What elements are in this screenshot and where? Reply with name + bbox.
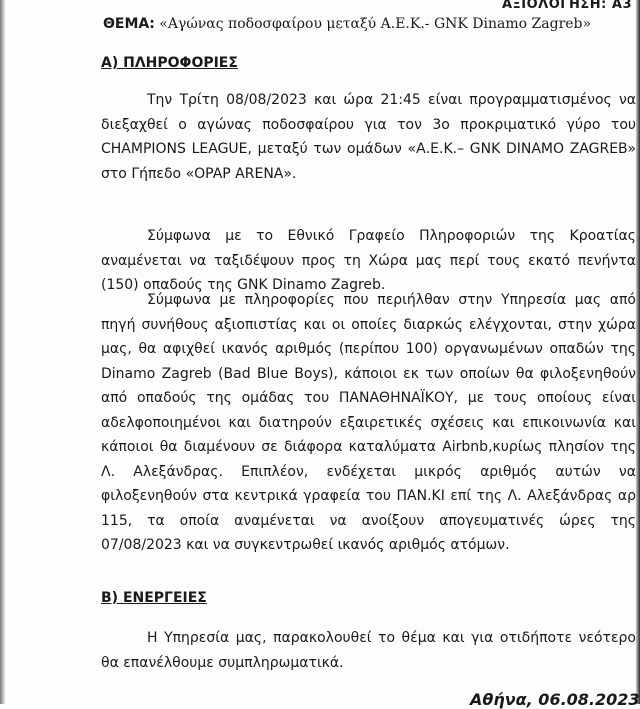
paragraph: Την Τρίτη 08/08/2023 και ώρα 21:45 είναι προγραμματισμένος να διεξαχθεί ο αγώνας ποδοσφαίρου για τον 3ο προκριματικό γύρο του CHAMPIONS LEAGUE, μεταξύ των ομάδων «Α.Ε.Κ.– GNK DINAMO ZAGREB» στο Γήπεδο «OPAP ARENA». xyxy=(101,92,636,182)
paragraph: Σύμφωνα με πληροφορίες που περιήλθαν στην Υπηρεσία μας από πηγή συνήθους αξιοπιστίας και οι οποίες διαρκώς ελέγχονται, στην χώρα μας, θα αφιχθεί ικανός αριθμός (περίπου 100) οργανωμένων οπαδών της Dinamo Zagreb (Bad Blue Boys), κάποιοι εκ των οποίων θα φιλοξενηθούν από οπαδούς της ομάδας του ΠΑΝΑΘΗΝΑΪΚΟΥ, με τους οποίους είναι αδελφοποιημένοι και διατηρούν εξαιρετικές σχέσεις και επικοινωνία και κάποιοι θα διαμένουν σε διάφορα καταλύματα Airbnb,κυρίως πλησίον της Λ. Αλεξάνδρας. Επιπλέον, ενδέχεται μικρός αριθμός αυτών να φιλοξενηθούν στα κεντρικά γραφεία του ΠΑΝ.ΚΙ επί της Λ. Αλεξάνδρας αρ 115, τα οποία αναμένεται να ανοίξουν απογευματινές ώρες της 07/08/2023 και να συγκεντρωθεί ικανός αριθμός ατόμων. xyxy=(101,292,636,553)
section-a-heading: Α) ΠΛΗΡΟΦΟΡΙΕΣ xyxy=(101,55,238,71)
paragraph: Σύμφωνα με το Εθνικό Γραφείο Πληροφοριών της Κροατίας αναμένεται να ταξιδέψουν προς τη Χώρα μας περί τους εκατό πενήντα (150) οπαδούς της GNK Dinamo Zagreb. xyxy=(101,228,636,293)
scan-left-shadow xyxy=(0,0,5,704)
scan-right-edge xyxy=(636,0,640,704)
subject-label: ΘΕΜΑ: xyxy=(103,16,155,32)
signature-date: Αθήνα, 06.08.2023 xyxy=(470,690,640,709)
section-b-heading: Β) ΕΝΕΡΓΕΙΕΣ xyxy=(101,590,207,606)
evaluation-code: ΑΞΙΟΛΟΓΗΣΗ: Α3 xyxy=(501,0,632,12)
paragraph: Η Υπηρεσία μας, παρακολουθεί το θέμα και για οτιδήποτε νεότερο θα επανέλθουμε συμπληρωματικά. xyxy=(101,630,636,671)
subject-line xyxy=(103,16,591,32)
subject-text: «Αγώνας ποδοσφαίρου μεταξύ Α.Ε.Κ.- GNK Dinamo Zagreb» xyxy=(159,16,592,32)
